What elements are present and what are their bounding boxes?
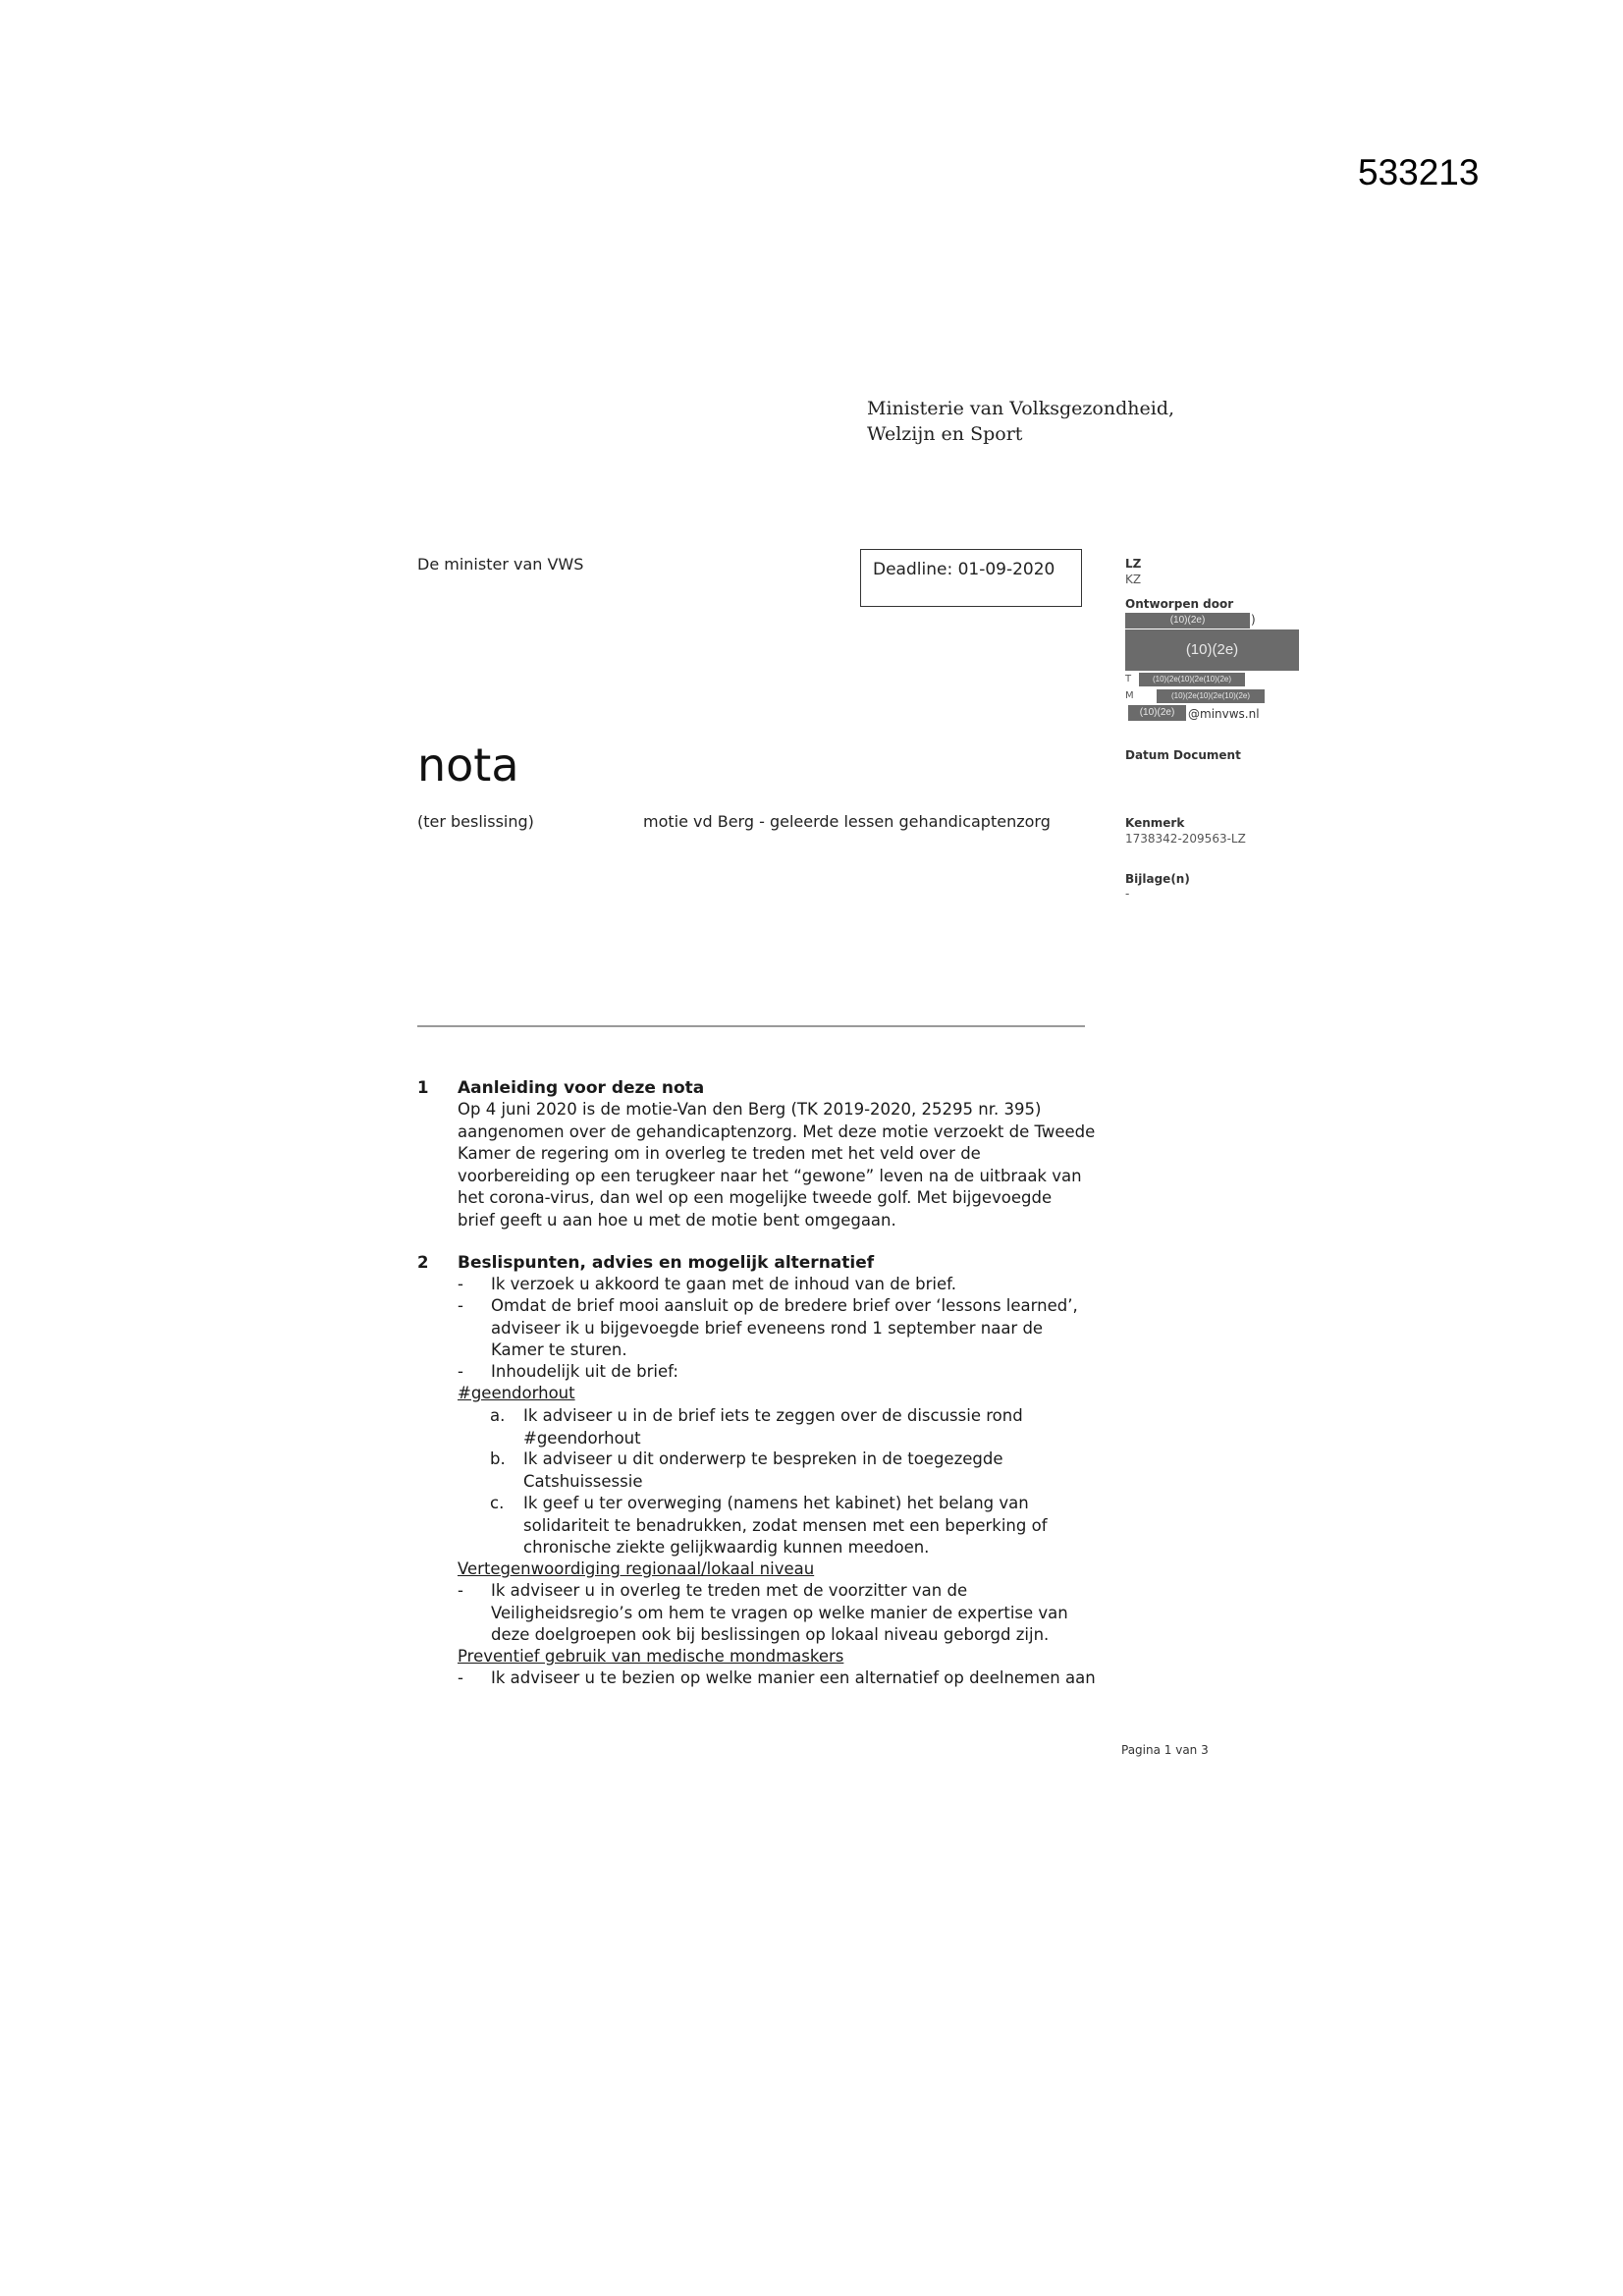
reference-value: 1738342-209563-LZ [1125, 832, 1246, 846]
dept-sub: KZ [1125, 573, 1142, 586]
deadline-box [860, 549, 1082, 607]
sub-item-label: a. [490, 1406, 506, 1425]
dash: - [458, 1581, 463, 1600]
redaction-mobile: (10)(2e(10)(2e(10)(2e) [1157, 689, 1265, 703]
section-2-number: 2 [417, 1253, 429, 1272]
section-1-line: Op 4 juni 2020 is de motie-Van den Berg (TK 2019-2020, 25295 nr. 395) [458, 1100, 1042, 1119]
dash: - [458, 1668, 463, 1687]
nota-type: (ter beslissing) [417, 812, 534, 831]
document-number: 533213 [1358, 152, 1480, 192]
ministry-name [867, 396, 1174, 447]
page-title: nota [417, 738, 519, 792]
dash: - [458, 1296, 463, 1315]
list-item-text: Inhoudelijk uit de brief: [491, 1362, 678, 1381]
drafted-by-label: Ontworpen door [1125, 597, 1234, 611]
list-item-text: Ik verzoek u akkoord te gaan met de inhoud van de brief. [491, 1275, 956, 1293]
sub-item-text: Ik geef u ter overweging (namens het kabinet) het belang van solidariteit te benadrukken, zodat mensen met een beperking of chronische ziekte gelijkwaardig kunnen meedoen. [523, 1494, 1048, 1557]
section-1-line: Kamer de regering om in overleg te treden met het veld over de [458, 1144, 981, 1163]
mobile-prefix: M [1125, 690, 1134, 701]
subheading-geendorhout: #geendorhout [458, 1384, 575, 1402]
phone-prefix: T [1125, 674, 1132, 684]
section-1-line: brief geeft u aan hoe u met de motie bent omgegaan. [458, 1210, 896, 1230]
ministry-line-1: Ministerie van Volksgezondheid, [867, 398, 1175, 419]
reference-label: Kenmerk [1125, 816, 1185, 830]
section-1-number: 1 [417, 1078, 429, 1097]
deadline-text: Deadline: 01-09-2020 [873, 560, 1055, 579]
ministry-line-2: Welzijn en Sport [867, 423, 1023, 445]
sub-item-label: b. [490, 1449, 506, 1468]
subheading-masks: Preventief gebruik van medische mondmaskers [458, 1647, 844, 1666]
dash: - [458, 1362, 463, 1381]
page-number: Pagina 1 van 3 [1121, 1743, 1209, 1757]
addressee: De minister van VWS [417, 555, 584, 574]
dash: - [458, 1275, 463, 1293]
attachments-value: - [1125, 887, 1130, 901]
subheading-regional: Vertegenwoordiging regionaal/lokaal niveau [458, 1559, 815, 1578]
redaction-block: (10)(2e) [1125, 629, 1299, 671]
list-item-text: Ik adviseer u in overleg te treden met de voorzitter van de Veiligheidsregio’s om hem te vragen op welke manier de expertise van deze doelgroepen ook bij beslissingen op lokaal niveau geborgd zijn. [491, 1581, 1068, 1644]
attachments-label: Bijlage(n) [1125, 872, 1190, 886]
section-1-title: Aanleiding voor deze nota [458, 1078, 705, 1098]
list-item-text: Ik adviseer u te bezien op welke manier een alternatief op deelnemen aan [491, 1668, 1096, 1687]
section-1-line: aangenomen over de gehandicaptenzorg. Met deze motie verzoekt de Tweede [458, 1121, 1096, 1141]
redaction-email: (10)(2e) [1128, 705, 1186, 721]
nota-subject: motie vd Berg - geleerde lessen gehandicaptenzorg [643, 812, 1051, 831]
list-item-text: Omdat de brief mooi aansluit op de bredere brief over ‘lessons learned’, adviseer ik u bijgevoegde brief eveneens rond 1 september naar de Kamer te sturen. [491, 1296, 1078, 1359]
sub-item-text: Ik adviseer u dit onderwerp te bespreken in de toegezegde Catshuissessie [523, 1449, 1003, 1491]
sub-item-label: c. [490, 1494, 505, 1512]
date-label: Datum Document [1125, 748, 1241, 762]
divider [417, 1025, 1085, 1027]
section-1-line: voorbereiding op een terugkeer naar het “gewone” leven na de uitbraak van [458, 1166, 1082, 1185]
redaction-name: (10)(2e) [1125, 613, 1250, 629]
sub-item-text: Ik adviseer u in de brief iets te zeggen over de discussie rond #geendorhout [523, 1406, 1023, 1448]
section-1-body [458, 1099, 1125, 1231]
email-domain: @minvws.nl [1188, 707, 1260, 721]
dept-code: LZ [1125, 557, 1142, 571]
redaction-phone: (10)(2e(10)(2e(10)(2e) [1139, 673, 1245, 686]
redaction-paren: ) [1251, 613, 1256, 627]
section-2-title: Beslispunten, advies en mogelijk alternatief [458, 1253, 875, 1273]
section-1-line: het corona-virus, dan wel op een mogelijke tweede golf. Met bijgevoegde [458, 1188, 1053, 1207]
